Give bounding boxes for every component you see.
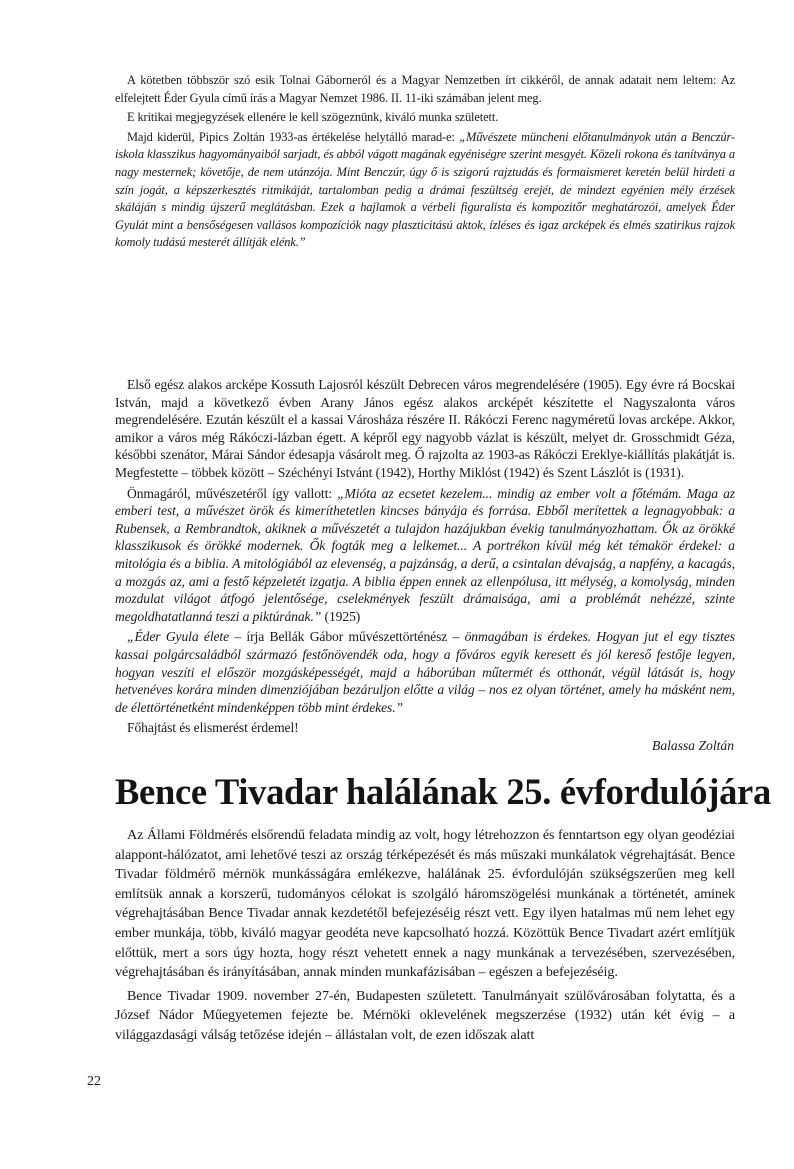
paragraph: E kritikai megjegyzések ellenére le kell szögeznünk, kiváló munka született. <box>127 110 499 125</box>
article-title: Bence Tivadar halálának 25. évfordulójára <box>115 771 771 812</box>
paragraph-text: – írja Bellák Gábor művészettörténész – <box>229 629 465 645</box>
paragraph <box>115 485 735 626</box>
quote-text: „Művészete müncheni előtanulmányok után a Benczúr-iskola klasszikus hagyományaiból sarjadt, és abból vágott magának egyéniségre szerint mesgyét. Közeli rokona és tanítványa a nagy mesternek; követője, de nem utánzója. Mint Benczúr, úgy ő is szigorú rajztudás és formaismeret keretén belül hirdeti a szín jogát, a képszerkesztés ritmikáját, tartalomban pedig a drámai feszültség erejét, de mindezt egyénien mély érzések skáláján s mindig újszerű meglátásban. Ezek a hajlamok a vérbeli figuralista és kompozitőr meghatározói, amelyek Éder Gyulát mint a bensőségesen vallásos kompozíciók nagy plaszticitású aktok, ízléses és igaz arcképek és elmés szatirikus rajzok komoly tudású mesterét állítják elénk.” <box>115 129 736 250</box>
paragraph <box>115 628 735 716</box>
quote-text: önmagában is érdekes. Hogyan jut el egy tisztes kassai polgárcsaládból származó festőnövendék oda, hogy a főváros egyik keresett és jól kereső festője legyen, hogyan veszíti el először mozgásképességét, majd a háborúban műtermét és otthonát, végül látását is, hogy hetvenéves korára minden dimenziójában bezáruljon előtte a világ – nos ez olyan történet, amely ha másként nem, de élettörténetként mindenképpen több mint érdekes.” <box>115 629 735 715</box>
paragraph-text: Majd kiderül, Pipics Zoltán 1933-as értékelése helytálló marad-e: <box>127 129 460 144</box>
quote-text: „Mióta az ecsetet kezelem... mindig az ember volt a főtémám. Maga az emberi test, a művészet örök és kimeríthetetlen kincses bányája és forrása. Ebből merítettek a legnagyobbak: a Rubensek, a Rembrandtok, akiknek a művészetét a tulajdon hazájukban évekig tanulmányozhattam. Ők az örökké klasszikusok és örökké modernek. Ők fogták meg a lelkemet... A portrékon kívül még két témakör érdekel: a mitológia és a biblia. A mitológiából az elevenség, a pajzánság, a derű, a csintalan dévajság, a napfény, a kacagás, a mozgás az, ami a festő képzeletét izgatja. A biblia éppen ennek az ellenpólusa, itt mélység, a komolyság, minden mozdulat világot átfogó jelentősége, cselekmények feszült drámaisága, ami a problémát nehézzé, szinte megoldhatatlanná teszi a piktúrának.” <box>115 485 735 624</box>
paragraph: Főhajtást és elismerést érdemel! <box>127 720 299 736</box>
paragraph: Bence Tivadar 1909. november 27-én, Budapesten született. Tanulmányait szülővárosában folytatta, és a József Nádor Műegyetemen fejezte be. Mérnöki oklevelének megszerzése (1932) után két évig – a világgazdasági válság tetőzése idején – állástalan volt, de ezen időszak alatt <box>115 987 735 1043</box>
paragraph: Első egész alakos arcképe Kossuth Lajosról készült Debrecen város megrendelésére (1905). Egy évre rá Bocskai István, majd a következő évben Arany János egész alakos arcképét készítette el Nagyszalonta város megrendelésére. Ezután készült el a kassai Városháza részére II. Rákóczi Ferenc nagyméretű lovas arcképe. Akkor, amikor a város még Rákóczi-lázban égett. A képről egy nagyobb vázlat is készült, melyet dr. Grosschmidt Géza, későbbi szenátor, Márai Sándor édesapja vásárolt meg. Ő rajzolta az 1903-as Rákóczi Ereklye-kiállítás plakátját is. Megfestette – többek között – Széchényi Istvánt (1942), Horthy Miklóst (1942) és Szent Lászlót is (1931). <box>115 377 735 480</box>
paragraph: A kötetben többször szó esik Tolnai Gáborneról és a Magyar Nemzetben írt cikkéről, de annak adatait nem leltem: Az elfelejtett Éder Gyula című írás a Magyar Nemzet 1986. II. 11-iki számában jelent meg. <box>115 73 735 105</box>
middle-section <box>115 376 735 740</box>
paragraph <box>115 129 735 252</box>
quote-text: „Éder Gyula élete <box>127 629 230 645</box>
year-text: (1925) <box>321 608 361 624</box>
intro-section <box>115 72 735 254</box>
page-number: 22 <box>87 1074 101 1089</box>
paragraph: Az Állami Földmérés elsőrendű feladata mindig az volt, hogy létrehozzon és fenntartson egy olyan geodéziai alappont-hálózatot, ami lehetővé teszi az ország térképezését és más műszaki munkálatok végrehajtását. Bence Tivadar földmérő mérnök munkásságára emlékezve, halálának 25. évfordulóján szükségszerűen meg kell említsük annak a korszerű, tudományos célokat is szolgáló háromszögelési munkának a történetét, aminek végrehajtásában Bence Tivadar annak kezdetétől befejezéséig részt vett. Egy ilyen hatalmas mű nem lehet egy ember munkája, több, kiváló magyar geodéta neve kapcsolható hozzá. Közöttük Bence Tivadart azért említjük előttük, mert a sors úgy hozta, hogy részt vehetett ennek a nagy munkának a tervezésében, szervezésében, végrehajtásában és irányításában, annak minden munkafázisában – egészen a befejezéséig. <box>115 827 735 981</box>
paragraph-text: Önmagáról, művészetéről így vallott: <box>127 485 338 501</box>
author-signature: Balassa Zoltán <box>652 738 734 753</box>
article-body <box>115 826 735 1050</box>
